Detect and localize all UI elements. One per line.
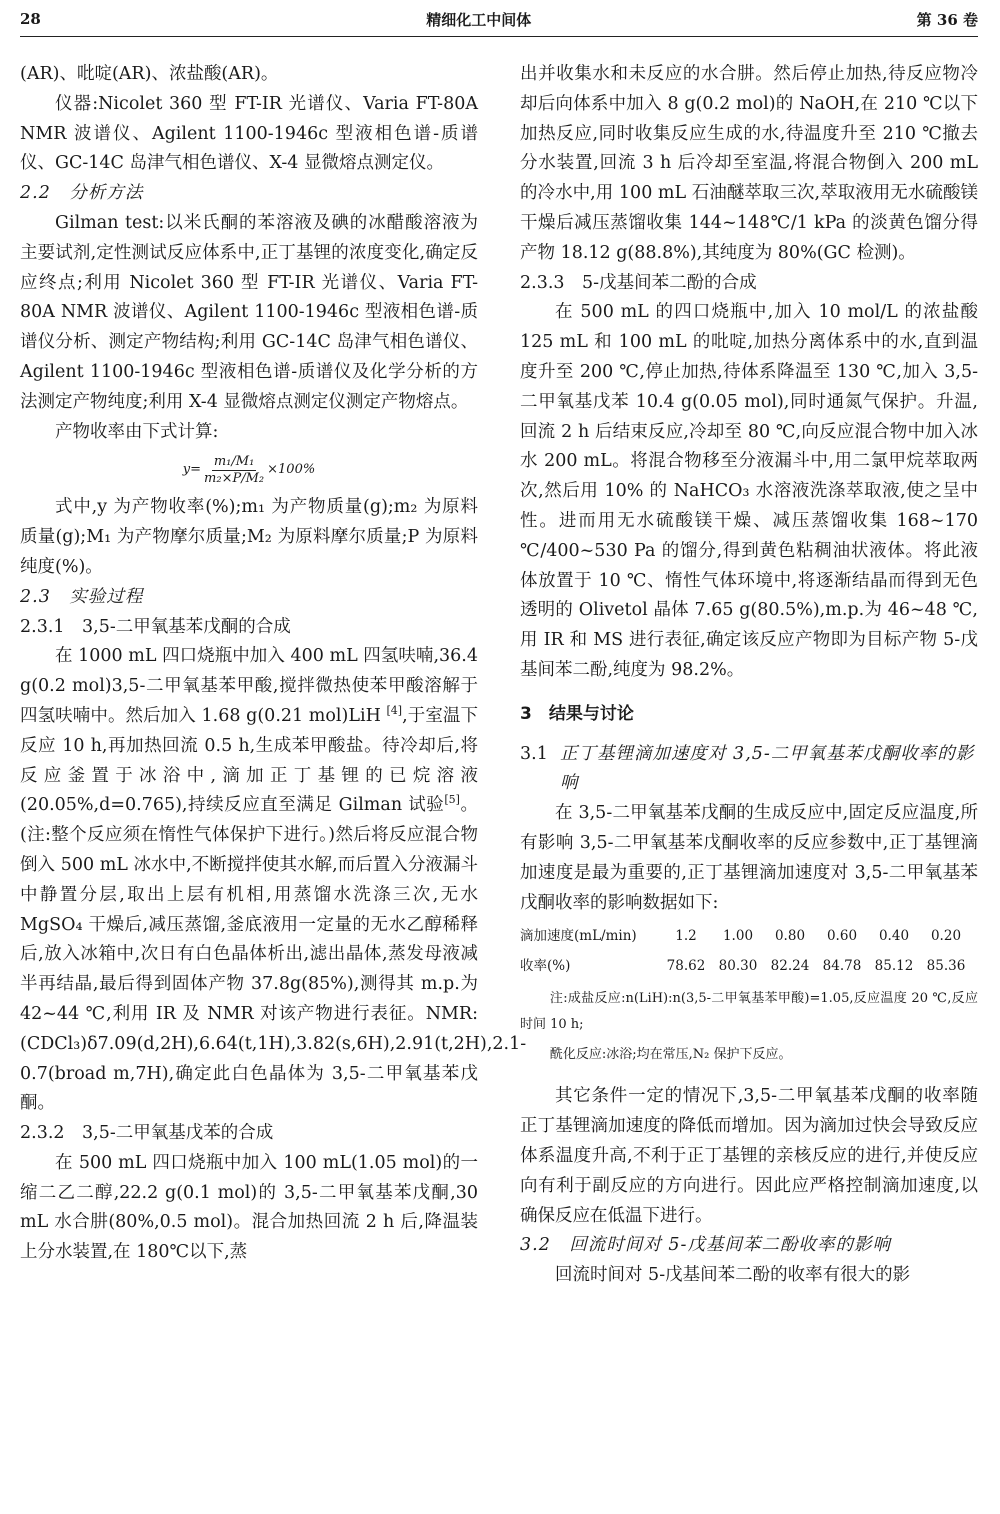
- table-cell: 0.40: [878, 928, 910, 945]
- citation-5: [5]: [444, 793, 460, 807]
- section-heading-3-1: [520, 740, 978, 800]
- table-cell: 85.12: [874, 958, 914, 975]
- paragraph-synthesis-olivetol: 在 500 mL 的四口烧瓶中,加入 10 mol/L 的浓盐酸 125 mL 和 100 mL 的吡啶,加热分离体系中的水,直到温度升至 200 ℃,停止加热,待体系降温至 130 ℃,加入 3,5-二甲氧基戊苯 10.4 g(0.05 mol),同时通氮气保护。升温,回流 2 h 后结束反应,冷却至 80 ℃,向反应混合物中加入冰水 200 mL。将混合物移至分液漏斗中,用二氯甲烷萃取两次,然后用 10% 的 NaHCO₃ 水溶液洗涤萃取液,使之呈中性。进而用无水硫酸镁干燥、减压蒸馏收集 168~170 ℃/400~530 Pa 的馏分,得到黄色粘稠油状液体。将此液体放置于 10 ℃、惰性气体环境中,将逐渐结晶而得到无色透明的 Olivetol 晶体 7.65 g(80.5%),m.p.为 46~48 ℃,用 IR 和 MS 进行表征,确定该反应产物即为目标产物 5-戊基间苯二酚,纯度为 98.2%。: [520, 302, 978, 680]
- dropping-rate-table: [520, 922, 972, 982]
- section-heading-2-2: 2.2 分析方法: [20, 183, 144, 204]
- synthesis-ketone-part2: ,于室温下反应 10 h,再加热回流 0.5 h,生成苯甲酸盐。待冷却后,将反应釜置于冰浴中,滴加正丁基锂的已烷溶液(20.05%,d=0.765),持续反应直至满足 Gilman 试验: [20, 705, 478, 816]
- section-3-1-title: 正丁基锂滴加速度对 3,5-二甲氧基苯戊酮收率的影响: [560, 743, 975, 794]
- right-column: [520, 60, 978, 1291]
- section-heading-2-3-2: 2.3.2 3,5-二甲氧基戊苯的合成: [20, 1123, 274, 1144]
- paragraph-formula-legend: 式中,y 为产物收率(%);m₁ 为产物质量(g);m₂ 为原料质量(g);M₁ 为产物摩尔质量;M₂ 为原料摩尔质量;P 为原料纯度(%)。: [20, 497, 479, 577]
- table-note-2: 酰化反应:冰浴;均在常压,N₂ 保护下反应。: [549, 1047, 792, 1063]
- table-cell: 82.24: [770, 958, 810, 975]
- synthesis-ketone-part3: 。(注:整个反应须在惰性气体保护下进行。)然后将反应混合物倒入 500 mL 冰水中,不断搅拌使其水解,而后置入分液漏斗中静置分层,取出上层有机相,用蒸馏水洗涤三次,无水 MgSO₄ 干燥后,减压蒸馏,釜底液用一定量的无水乙醇稀释后,放入冰箱中,次日有白色晶体析出,滤出晶体,蒸发母液减半再结晶,最后得到固体产物 37.8g(85%),测得其 m.p.为 42~44 ℃,利用 IR 及 NMR 对该产物进行表征。NMR:(CDCl₃)δ7.09(d,2H),6.64(t,1H),3.82(s,6H),2.91(t,2H),2.1-0.7(broad m,7H),确定此白色晶体为 3,5-二甲氧基苯戊酮。: [20, 795, 527, 1114]
- table-cell: 1.2: [675, 928, 697, 945]
- table-cell: 1.00: [722, 928, 754, 945]
- page-number: 28: [20, 10, 41, 28]
- table-row-label: 滴加速度(mL/min): [520, 928, 637, 945]
- table-row: [520, 922, 972, 952]
- synthesis-ketone-part1: 在 1000 mL 四口烧瓶中加入 400 mL 四氢呋喃,36.4 g(0.2 mol)3,5-二甲氧基苯甲酸,搅拌微热使苯甲酸溶解于四氢呋喃中。然后加入 1.68 g(0.21 mol)LiH: [20, 646, 478, 726]
- table-note-1: 注:成盐反应:n(LiH):n(3,5-二甲氧基苯甲酸)=1.05,反应温度 20 ℃,反应时间 10 h;: [520, 991, 978, 1033]
- yield-formula: [20, 447, 478, 493]
- paragraph-synthesis-ketone: [20, 642, 527, 1119]
- paragraph-dropping-rate: 在 3,5-二甲氧基苯戊酮的生成反应中,固定反应温度,所有影响 3,5-二甲氧基苯戊酮收率的反应参数中,正丁基锂滴加速度是最为重要的,正丁基锂滴加速度对 3,5-二甲氧基苯戊酮收率的影响数据如下:: [520, 803, 978, 913]
- formula-fraction: [204, 454, 264, 487]
- paragraph-discussion-rate: 其它条件一定的情况下,3,5-二甲氧基苯戊酮的收率随正丁基锂滴加速度的降低而增加。因为滴加过快会导致反应体系温度升高,不利于正丁基锂的亲核反应的进行,并使反应向有利于副反应的方向进行。因此应严格控制滴加速度,以确保反应在低温下进行。: [520, 1086, 978, 1226]
- formula-rhs: ×100%: [267, 462, 316, 478]
- citation-4: [4]: [386, 704, 403, 718]
- table-cell: 78.62: [666, 958, 706, 975]
- table-cell: 0.60: [826, 928, 858, 945]
- paragraph-analysis-method: Gilman test:以米氏酮的苯溶液及碘的冰醋酸溶液为主要试剂,定性测试反应体系中,正丁基锂的浓度变化,确定反应终点;利用 Nicolet 360 型 FT-IR 光谱仪、Varia FT-80A NMR 波谱仪、Agilent 1100-1946c 型液相色谱-质谱仪分析、测定产物结构;利用 GC-14C 岛津气相色谱仪、Agilent 1100-1946c 型液相色谱-质谱仪及化学分析的方法测定产物纯度;利用 X-4 显微熔点测定仪测定产物熔点。: [20, 212, 478, 412]
- table-cell: 85.36: [926, 958, 966, 975]
- paragraph-synthesis-pentylbenzene: 在 500 mL 四口烧瓶中加入 100 mL(1.05 mol)的一缩二乙二醇,22.2 g(0.1 mol)的 3,5-二甲氧基苯戊酮,30 mL 水合肼(80%,0.5 mol)。混合加热回流 2 h 后,降温装上分水装置,在 180℃以下,蒸: [20, 1152, 478, 1263]
- formula-denominator: m₂×P/M₂: [204, 470, 265, 486]
- table-cell: 84.78: [822, 958, 862, 975]
- section-3-1-number: 3.1: [520, 743, 548, 764]
- paragraph-instruments: 仪器:Nicolet 360 型 FT-IR 光谱仪、Varia FT-80A NMR 波谱仪、Agilent 1100-1946c 型液相色谱-质谱仪、GC-14C 岛津气相色谱仪、X-4 显微熔点测定仪。: [20, 93, 478, 174]
- left-column: [20, 60, 527, 1268]
- volume-label: 第 36 卷: [916, 10, 978, 29]
- journal-title: 精细化工中间体: [426, 10, 532, 29]
- page-header: [20, 6, 978, 32]
- formula-numerator: m₁/M₁: [213, 453, 255, 469]
- paragraph-reagents-tail: (AR)、吡啶(AR)、浓盐酸(AR)。: [20, 64, 279, 84]
- section-heading-3-2: 3.2 回流时间对 5-戊基间苯二酚收率的影响: [520, 1235, 891, 1256]
- table-cell: 80.30: [718, 958, 758, 975]
- table-cell: 0.80: [774, 928, 806, 945]
- paragraph-yield-intro: 产物收率由下式计算:: [55, 421, 219, 442]
- section-heading-2-3-1: 2.3.1 3,5-二甲氧基苯戊酮的合成: [20, 616, 291, 637]
- formula-lhs: y=: [182, 462, 202, 478]
- section-heading-2-3-3: 2.3.3 5-戊基间苯二酚的合成: [520, 272, 757, 293]
- table-row: [520, 952, 972, 982]
- paragraph-reflux-time: 回流时间对 5-戊基间苯二酚的收率有很大的影: [555, 1265, 911, 1286]
- header-divider: [20, 36, 978, 37]
- section-heading-3: 3 结果与讨论: [520, 703, 634, 724]
- table-cell: 0.20: [930, 928, 962, 945]
- section-heading-2-3: 2.3 实验过程: [20, 586, 144, 607]
- paragraph-pentylbenzene-continued: 出并收集水和未反应的水合肼。然后停止加热,待反应物冷却后向体系中加入 8 g(0.2 mol)的 NaOH,在 210 ℃以下加热反应,同时收集反应生成的水,待温度升至 210 ℃撤去分水装置,回流 3 h 后冷却至室温,将混合物倒入 200 mL 的冷水中,用 100 mL 石油醚萃取三次,萃取液用无水硫酸镁干燥后减压蒸馏收集 144~148℃/1 kPa 的淡黄色馏分得产物 18.12 g(88.8%),其纯度为 80%(GC 检测)。: [520, 64, 978, 263]
- table-row-label: 收率(%): [520, 958, 571, 975]
